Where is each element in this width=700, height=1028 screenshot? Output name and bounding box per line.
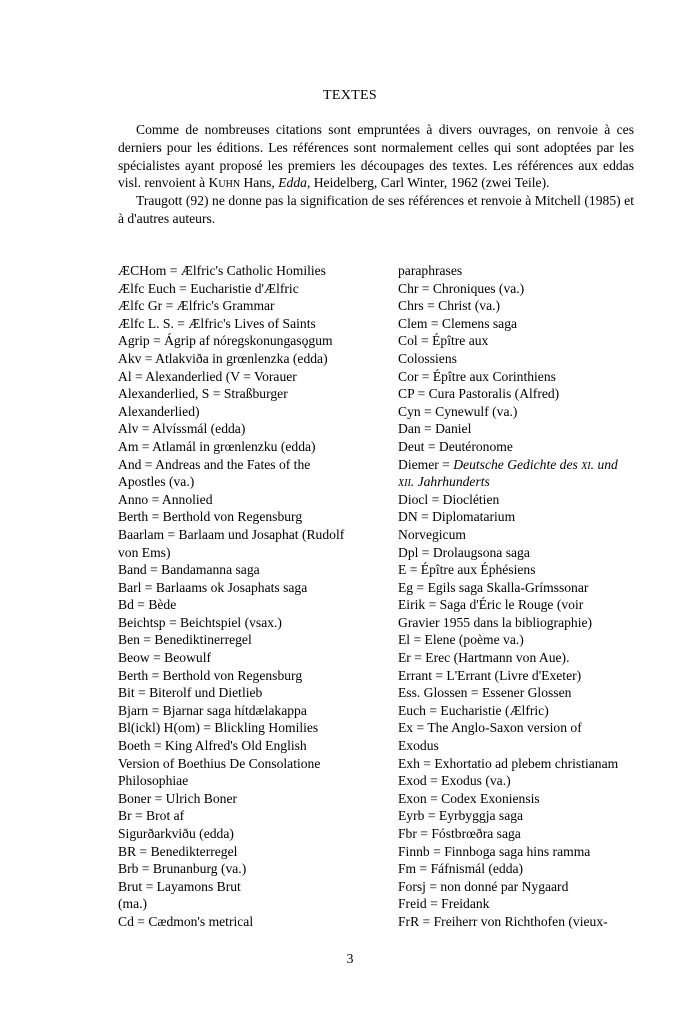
abbreviation-entry: Boeth = King Alfred's Old English — [118, 738, 307, 754]
abbreviation-entry: E = Épître aux Éphésiens — [398, 562, 536, 578]
abbreviation-entry: Colossiens — [398, 350, 457, 366]
abbreviation-entry: Finnb = Finnboga saga hins ramma — [398, 843, 591, 859]
abbreviation-entry: Chrs = Christ (va.) — [398, 298, 501, 314]
abbreviation-entry: Gravier 1955 dans la bibliographie) — [398, 614, 593, 630]
abbreviation-entry: Berth = Berthold von Regensburg — [118, 667, 303, 683]
abbreviation-entry: Boner = Ulrich Boner — [118, 790, 238, 806]
abbreviation-entry: Exod = Exodus (va.) — [398, 773, 511, 789]
abbreviation-entry: Errant = L'Errant (Livre d'Exeter) — [398, 667, 582, 683]
abbreviation-entry: Clem = Clemens saga — [398, 315, 518, 331]
abbreviation-entry: Exh = Exhortatio ad plebem christianam — [398, 755, 619, 771]
abbreviation-entry: xii. Jahrhunderts — [398, 474, 490, 490]
abbreviations-right-column — [398, 262, 638, 931]
abbreviation-entry: Diocl = Dioclétien — [398, 491, 500, 507]
author-name: Kuhn — [208, 175, 241, 191]
abbreviation-entry: Ess. Glossen = Essener Glossen — [398, 685, 572, 701]
abbreviation-entry: von Ems) — [118, 544, 171, 560]
abbreviation-entry: Exon = Codex Exoniensis — [398, 790, 540, 806]
abbreviation-entry: Fm = Fáfnismál (edda) — [398, 861, 524, 877]
abbreviation-entry: Bl(ickl) H(om) = Blickling Homilies — [118, 720, 319, 736]
abbreviation-entry: Brut = Layamons Brut — [118, 878, 241, 894]
abbreviation-entry: Col = Épître aux — [398, 333, 489, 349]
abbreviation-entry: Beow = Beowulf — [118, 650, 211, 666]
abbreviation-entry: Baarlam = Barlaam und Josaphat (Rudolf — [118, 526, 345, 542]
abbreviation-entry: Dpl = Drolaugsona saga — [398, 544, 530, 560]
abbreviation-entry: Bd = Bède — [118, 597, 177, 613]
intro-text — [118, 121, 634, 228]
abbreviation-entry: Agrip = Ágrip af nóregskonungasǫgum — [118, 333, 333, 349]
abbreviation-entry: Philosophiae — [118, 773, 189, 789]
abbreviation-entry: Band = Bandamanna saga — [118, 562, 260, 578]
page-title: TEXTES — [323, 88, 377, 103]
abbreviations-left-column — [118, 262, 393, 931]
abbreviation-entry: Deut = Deutéronome — [398, 438, 513, 454]
abbreviation-entry: Version of Boethius De Consolatione — [118, 755, 321, 771]
abbreviation-entry: Eg = Egils saga Skalla-Grímssonar — [398, 579, 589, 595]
abbreviation-entry: (ma.) — [118, 896, 148, 912]
abbreviation-entry: Alv = Alvíssmál (edda) — [118, 421, 246, 437]
abbreviation-entry: Cd = Cædmon's metrical — [118, 913, 254, 929]
book-title: Edda — [278, 175, 307, 191]
abbreviation-entry: paraphrases — [398, 263, 463, 278]
abbreviation-entry: DN = Diplomatarium — [398, 509, 516, 525]
abbreviation-entry: Al = Alexanderlied (V = Vorauer — [118, 368, 297, 384]
abbreviation-entry: El = Elene (poème va.) — [398, 632, 524, 648]
abbreviation-entry: Berth = Berthold von Regensburg — [118, 509, 303, 525]
abbreviation-entry: Cyn = Cynewulf (va.) — [398, 403, 518, 419]
page-number: 3 — [346, 952, 354, 967]
abbreviation-entry: And = Andreas and the Fates of the — [118, 456, 311, 472]
intro-paragraph-1: Comme de nombreuses citations sont empruntées à divers ouvrages, on renvoie à ces derniers pour les éditions. Les références sont normalement celles qui sont adoptées par les spécialistes ayant proposé les premiers les découpages des textes. Les références aux eddas visl. renvoient à Kuhn Hans, Edda, Heidelberg, Carl Winter, 1962 (zwei Teile). — [118, 122, 634, 191]
abbreviation-entry: Fbr = Fóstbrœðra saga — [398, 826, 521, 841]
abbreviation-entry: Ælfc Gr = Ælfric's Grammar — [118, 298, 275, 314]
abbreviation-entry: Cor = Épître aux Corinthiens — [398, 368, 556, 384]
abbreviation-entry: Freid = Freidank — [398, 896, 490, 912]
abbreviation-entry: Dan = Daniel — [398, 421, 472, 437]
abbreviation-entry: Anno = Annolied — [118, 491, 213, 507]
abbreviation-entry: ÆCHom = Ælfric's Catholic Homilies — [118, 263, 326, 278]
abbreviation-entry: Bjarn = Bjarnar saga hítdælakappa — [118, 702, 307, 718]
abbreviation-entry: Barl = Barlaams ok Josaphats saga — [118, 579, 308, 595]
abbreviation-entry: Eirik = Saga d'Éric le Rouge (voir — [398, 597, 584, 613]
abbreviation-entry: Ben = Benediktinerregel — [118, 632, 252, 648]
abbreviation-entry: Ælfc L. S. = Ælfric's Lives of Saints — [118, 315, 316, 331]
abbreviation-entry: Ælfc Euch = Eucharistie d'Ælfric — [118, 280, 299, 296]
intro-paragraph-2: Traugott (92) ne donne pas la signification de ses références et renvoie à Mitchell (1985) et à d'autres auteurs. — [118, 193, 634, 226]
abbreviation-entry: CP = Cura Pastoralis (Alfred) — [398, 386, 560, 402]
abbreviation-entry: Er = Erec (Hartmann von Aue). — [398, 650, 570, 666]
abbreviation-entry: Alexanderlied) — [118, 403, 200, 419]
abbreviation-entry: Norvegicum — [398, 526, 466, 542]
abbreviation-entry: Exodus — [398, 738, 439, 754]
abbreviation-entry: Forsj = non donné par Nygaard — [398, 878, 569, 894]
abbreviation-entry: Am = Atlamál in grœnlenzku (edda) — [118, 438, 316, 454]
abbreviation-entry: FrR = Freiherr von Richthofen (vieux- — [398, 913, 608, 929]
abbreviation-entry: Alexanderlied, S = Straßburger — [118, 386, 288, 402]
abbreviation-entry: Euch = Eucharistie (Ælfric) — [398, 702, 549, 718]
abbreviation-entry: Br = Brot af — [118, 808, 185, 824]
abbreviation-entry: Apostles (va.) — [118, 474, 195, 490]
abbreviation-entry: Brb = Brunanburg (va.) — [118, 861, 247, 877]
abbreviation-entry: Akv = Atlakviða in grœnlenzka (edda) — [118, 350, 328, 366]
abbreviation-entry: Sigurðarkviðu (edda) — [118, 826, 234, 841]
abbreviation-entry: Diemer = Deutsche Gedichte des xi. und — [398, 456, 618, 472]
abbreviation-entry: Bit = Biterolf und Dietlieb — [118, 685, 263, 701]
abbreviation-entry: Chr = Chroniques (va.) — [398, 280, 525, 296]
abbreviation-entry: BR = Benedikterregel — [118, 843, 238, 859]
abbreviation-entry: Eyrb = Eyrbyggja saga — [398, 808, 524, 824]
abbreviation-entry: Beichtsp = Beichtspiel (vsax.) — [118, 614, 282, 630]
abbreviation-entry: Ex = The Anglo-Saxon version of — [398, 720, 582, 736]
